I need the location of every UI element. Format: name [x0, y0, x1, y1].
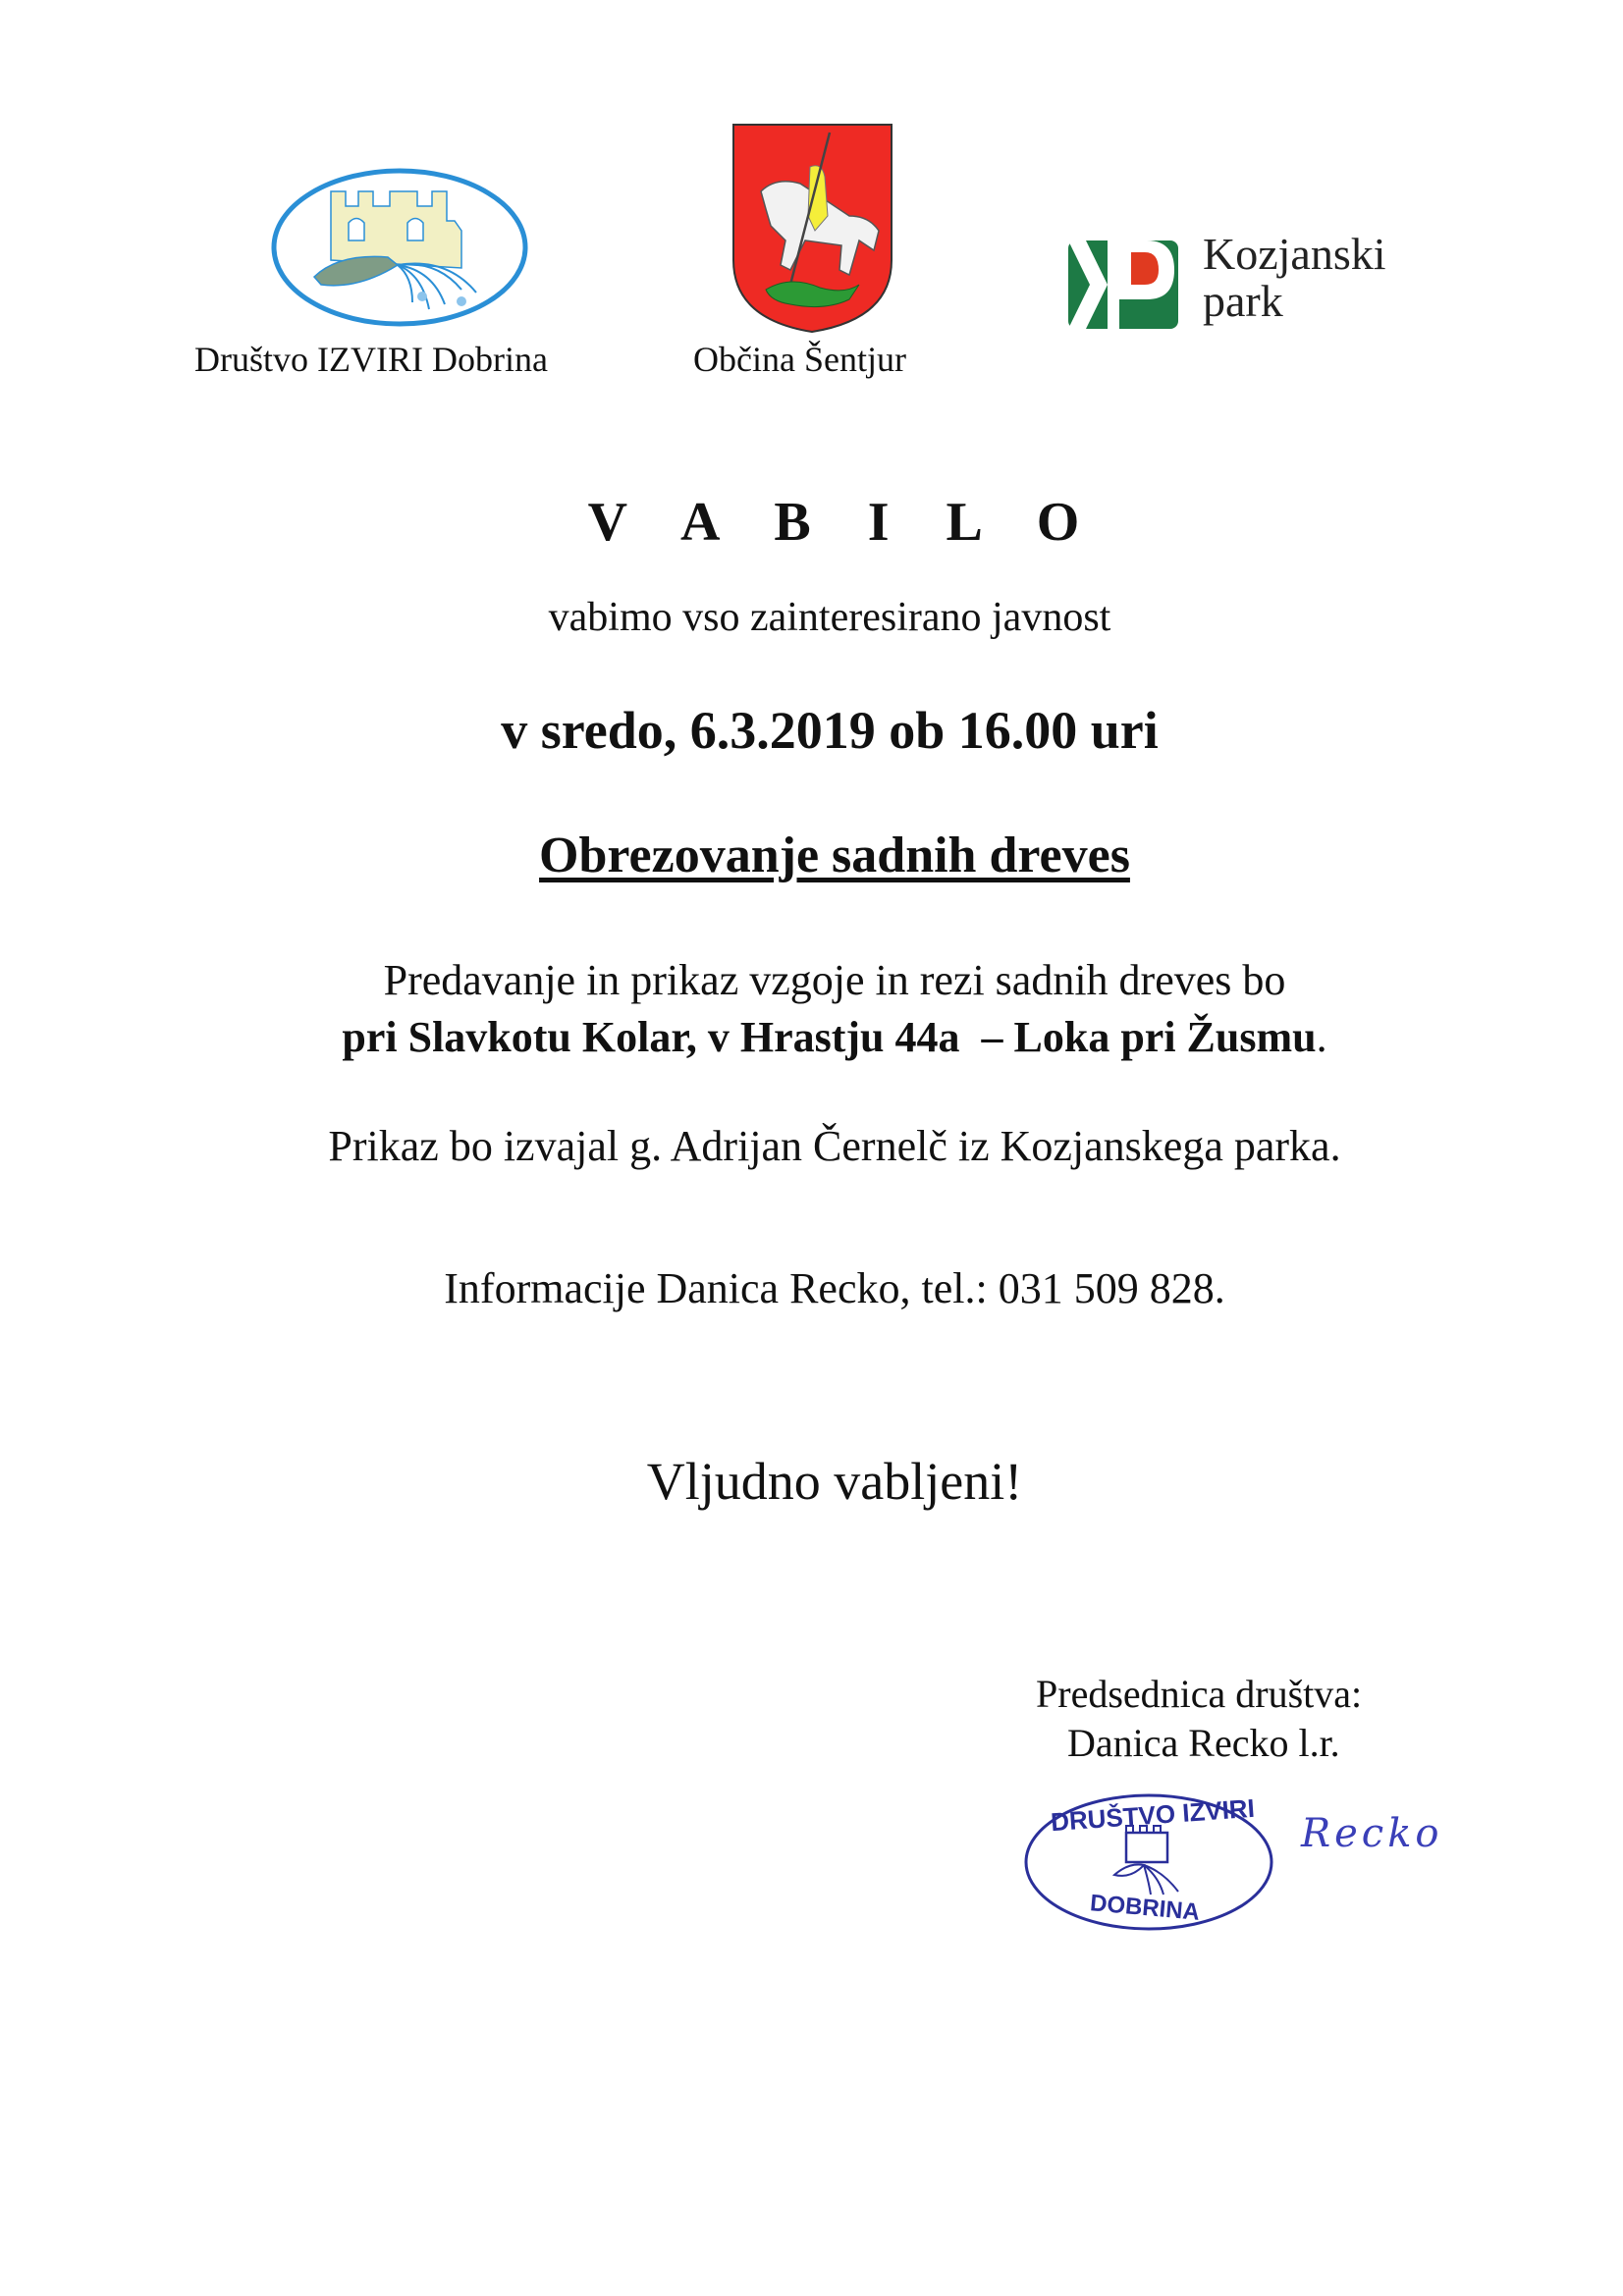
event-topic: Obrezovanje sadnih dreves [539, 828, 1130, 883]
kozjanski-line2: park [1203, 276, 1283, 326]
signature-role: Predsednica društva: [1036, 1672, 1363, 1716]
society-stamp [1021, 1789, 1281, 1936]
event-date-time: v sredo, 6.3.2019 ob 16.00 uri [501, 701, 1159, 760]
event-description [0, 952, 1623, 1066]
sentjur-caption: Občina Šentjur [693, 340, 906, 379]
invitation-title: V A B I L O [587, 492, 1102, 553]
contact-line: Informacije Danica Recko, tel.: 031 509 828. [444, 1264, 1225, 1312]
kozjanski-park-icon [1068, 240, 1181, 331]
signature-name: Danica Recko l.r. [1067, 1721, 1340, 1765]
kozjanski-park-logo [1068, 240, 1181, 331]
kozjanski-park-text [1203, 231, 1386, 325]
sentjur-coat-of-arms [731, 123, 893, 334]
location-period: . [1316, 1013, 1327, 1061]
description-line1: Predavanje in prikaz vzgoje in rezi sadnih dreves bo [383, 956, 1286, 1004]
invitation-subtitle: vabimo vso zainteresirano javnost [548, 595, 1111, 640]
izviri-caption: Društvo IZVIRI Dobrina [194, 340, 548, 379]
stamp-text-top: DRUŠTVO IZVIRI [1050, 1792, 1256, 1838]
handwritten-signature: Recko [1301, 1811, 1443, 1856]
presenter-line: Prikaz bo izvajal g. Adrijan Černelč iz Kozjanskega parka. [328, 1122, 1341, 1170]
description-line2 [0, 1009, 1623, 1066]
greeting: Vljudno vabljeni! [646, 1452, 1023, 1511]
izviri-logo [270, 167, 530, 329]
kozjanski-line1: Kozjanski [1203, 229, 1386, 279]
coat-of-arms-icon [731, 123, 893, 334]
izviri-emblem-icon [270, 167, 530, 329]
event-location: pri Slavkotu Kolar, v Hrastju 44a – Loka pri Žusmu [342, 1013, 1317, 1061]
stamp-text-bottom: DOBRINA [1089, 1890, 1202, 1926]
